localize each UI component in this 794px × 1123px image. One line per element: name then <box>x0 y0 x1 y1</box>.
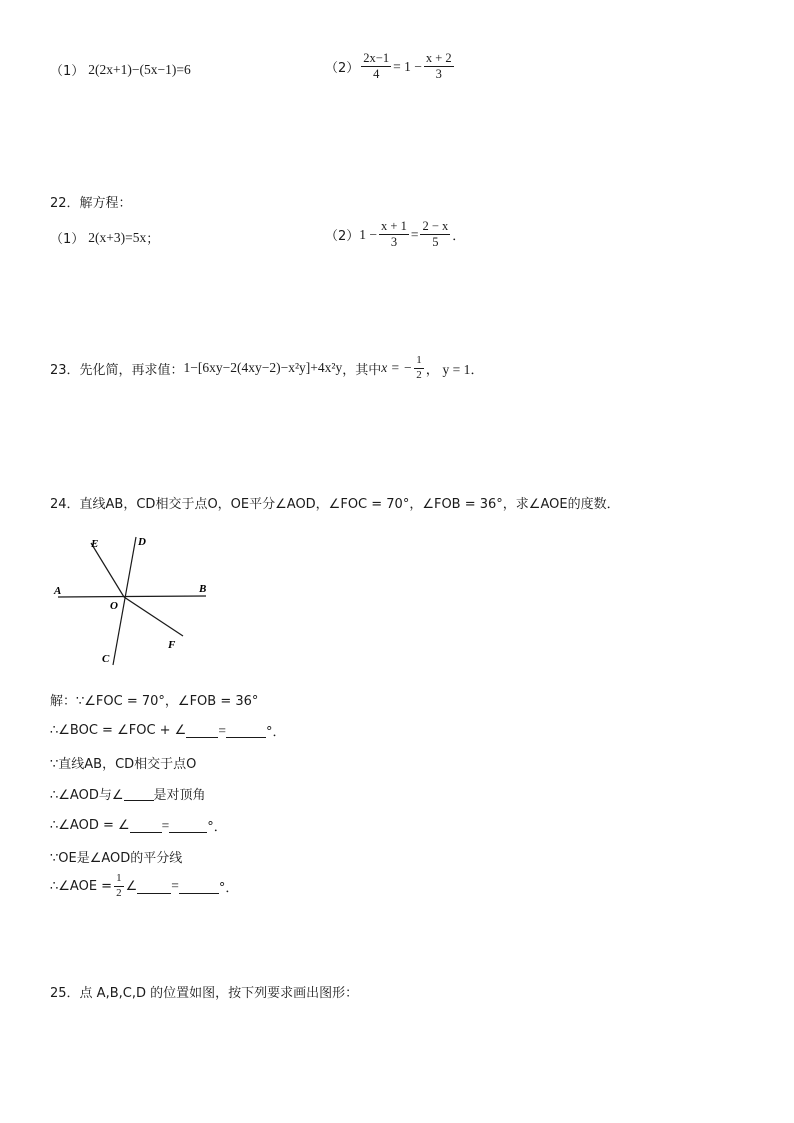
q24-solution-line-1: 解：∵∠FOC = 70°，∠FOB = 36° <box>50 694 259 709</box>
line-ab <box>58 596 206 597</box>
q22-part2-fraction-1: $\frac{x + 1}{3}$ <box>381 219 407 250</box>
q23-prefix: 23．先化简，再求值： <box>50 362 184 378</box>
answer-blank[interactable] <box>124 786 154 801</box>
q24-half-fraction: $\frac{1}{2}$ <box>116 872 122 899</box>
answer-blank[interactable] <box>186 723 218 738</box>
q23-expression: 1−[6xy−2(4xy−2)−x²y]+4x²y <box>183 360 343 376</box>
q24-text: 24．直线AB，CD相交于点O，OE平分∠AOD，∠FOC = 70°，∠FOB = 36°，求∠AOE的度数． <box>50 497 620 512</box>
q24-figure <box>40 528 230 673</box>
q24-solution-line-4: ∴∠AOD与∠ 是对顶角 <box>50 788 206 803</box>
q22-part1: （1） 2(x+3)=5x ； <box>50 229 160 247</box>
q21-part1-label: （1） <box>50 64 85 79</box>
label-a: A <box>54 585 62 597</box>
q23: 23．先化简，再求值： 1−[6xy−2(4xy−2)−x²y]+4x²y ，其中 x = − $\frac{1}{2}$ ， y = 1 ． <box>50 354 484 381</box>
q24-solution-line-6: ∵OE是∠AOD的平分线 <box>50 851 183 866</box>
q22-part2-label: （2） <box>325 229 360 245</box>
label-b: B <box>199 583 207 595</box>
q24-solution-line-5: ∴∠AOD = ∠ = °． <box>50 817 227 835</box>
q24-solution-line-7: ∴∠AOE = $\frac{1}{2}$ ∠ = °． <box>50 872 239 899</box>
q21-part1 <box>50 60 191 79</box>
label-f: F <box>168 639 176 651</box>
answer-blank[interactable] <box>226 723 266 738</box>
q21-part2-fraction-2: $\frac{x + 2}{3}$ <box>425 51 452 82</box>
label-d: D <box>138 536 146 548</box>
q22-part2-fraction-2: $\frac{2 - x}{5}$ <box>422 219 449 250</box>
q22-title: 22．解方程： <box>50 196 132 211</box>
q21-part2-label: （2） <box>325 61 360 77</box>
label-o: O <box>110 600 118 612</box>
answer-blank[interactable] <box>137 879 171 894</box>
answer-blank[interactable] <box>169 818 207 833</box>
label-e: E <box>91 538 99 550</box>
answer-blank[interactable] <box>130 818 162 833</box>
q22-part1-label: （1） <box>50 232 85 247</box>
q21-part2-fraction-1: $\frac{2x-1}{4}$ <box>363 51 390 82</box>
label-c: C <box>102 653 110 665</box>
q25-text: 25．点 A,B,C,D 的位置如图，按下列要求画出图形： <box>50 986 359 1001</box>
q21-part1-equation: 2(2x+1)−(5x−1)=6 <box>88 61 191 77</box>
ray-oe <box>91 543 124 597</box>
ray-of <box>124 597 183 636</box>
q21-part2-middle: = 1 − <box>393 58 422 74</box>
answer-blank[interactable] <box>179 879 219 894</box>
q21-part2 <box>325 52 456 81</box>
q24-solution-line-3: ∵直线AB，CD相交于点O <box>50 757 197 772</box>
q24-solution-line-2: ∴∠BOC = ∠FOC + ∠ = °． <box>50 722 286 740</box>
q22-part2: （2） 1 − $\frac{x + 1}{3}$ = $\frac{2 - x}{5}$ ． <box>325 219 466 250</box>
q23-x-fraction: $\frac{1}{2}$ <box>416 354 422 381</box>
q22-part1-equation: 2(x+3)=5x <box>88 229 147 245</box>
